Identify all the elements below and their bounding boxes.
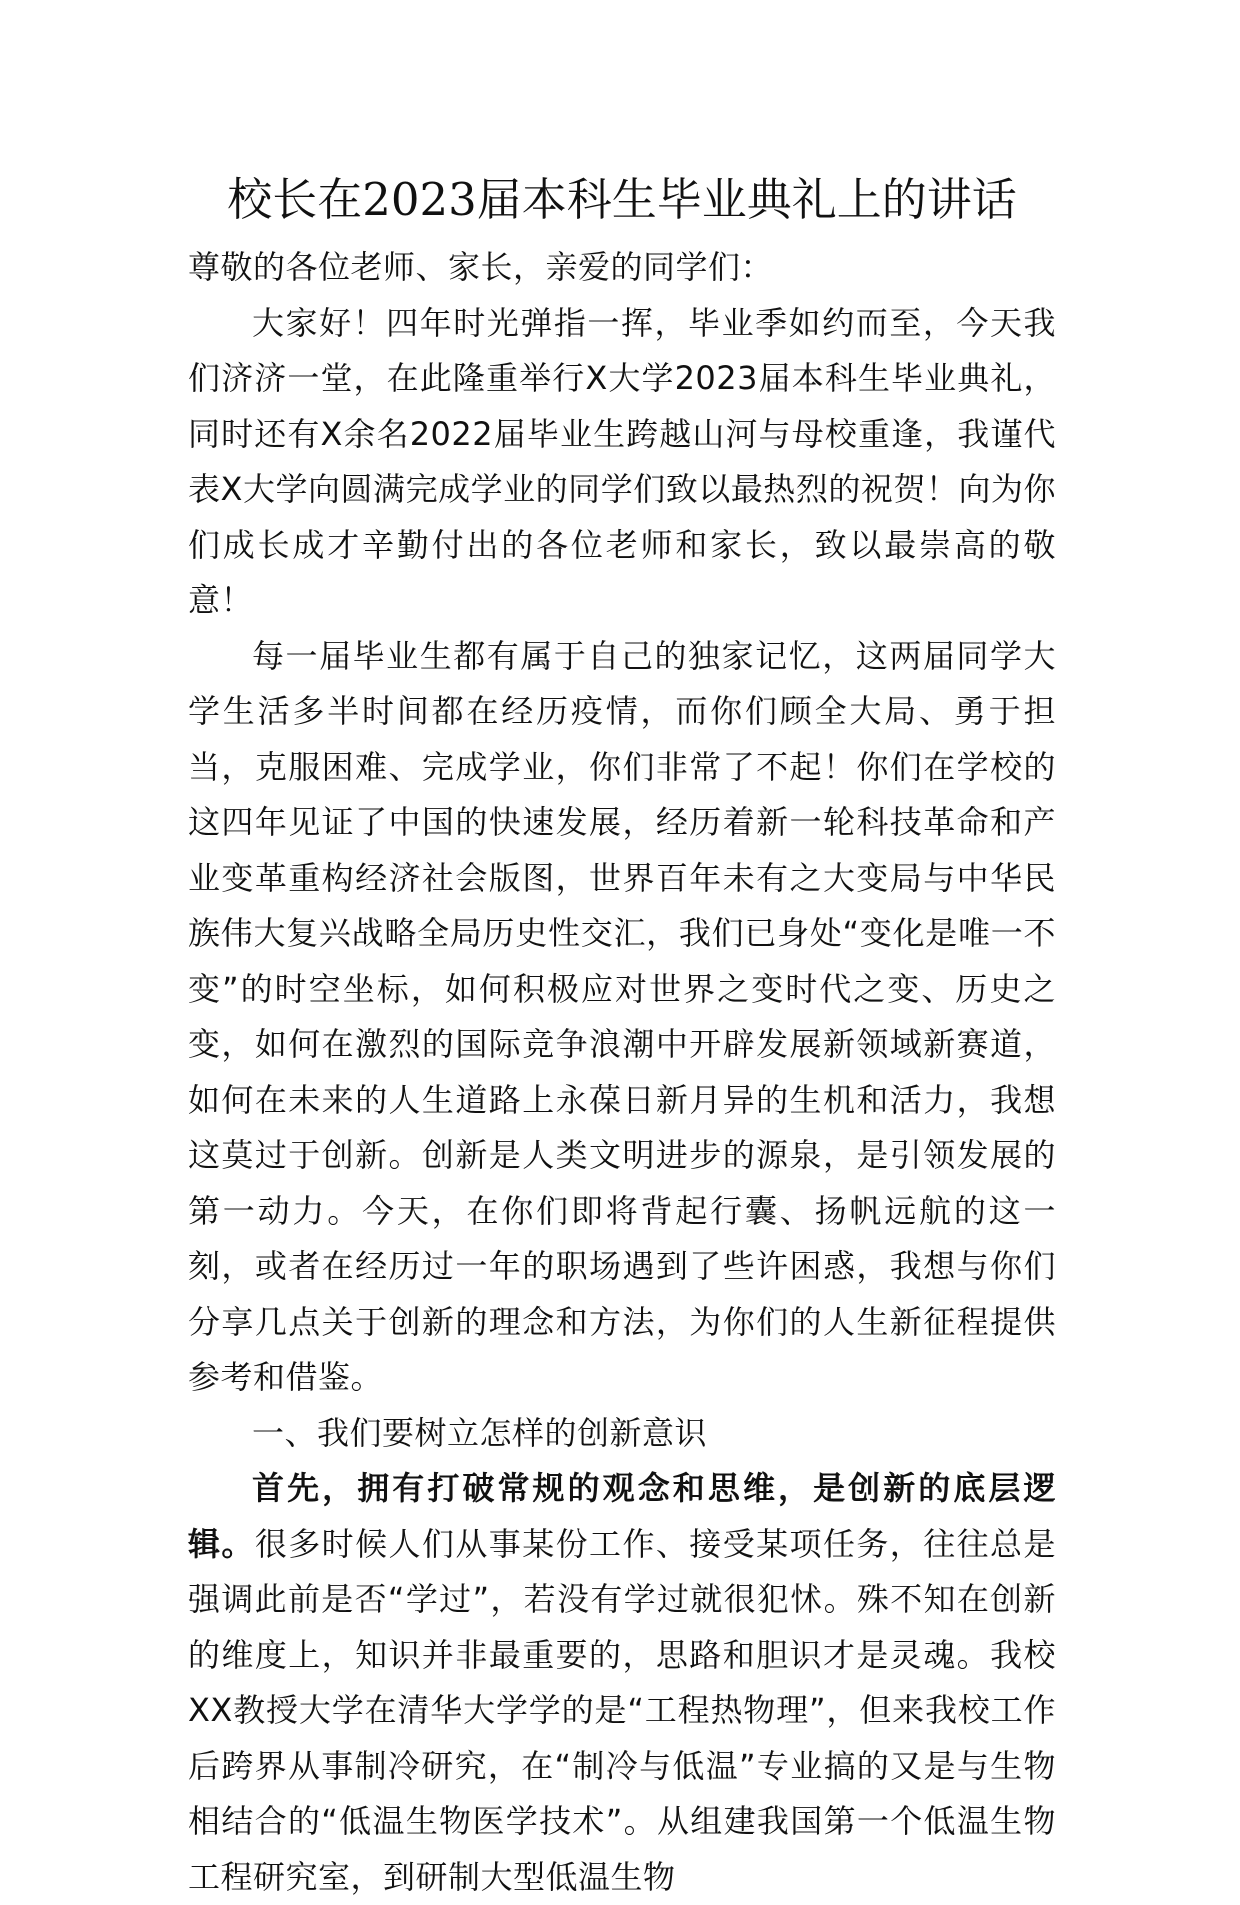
paragraph-greeting: 大家好！四年时光弹指一挥，毕业季如约而至，今天我们济济一堂，在此隆重举行X大学2023届本科生毕业典礼，同时还有X余名2022届毕业生跨越山河与母校重逢，我谨代表X大学向圆满完成学业的同学们致以最热烈的祝贺！向为你们成长成才辛勤付出的各位老师和家长，致以最崇高的敬意！	[188, 303, 1056, 619]
paragraph-lead-bold: 首先，拥有打破常规的观念和思维，是创新的底层逻辑。	[188, 1469, 1056, 1563]
paragraph-innovation-context: 每一届毕业生都有属于自己的独家记忆，这两届同学大学生活多半时间都在经历疫情，而你们顾全大局、勇于担当，克服困难、完成学业，你们非常了不起！你们在学校的这四年见证了中国的快速发展，经历着新一轮科技革命和产业变革重构经济社会版图，世界百年未有之大变局与中华民族伟大复兴战略全局历史性交汇，我们已身处“变化是唯一不变”的时空坐标，如何积极应对世界之变时代之变、历史之变，如何在激烈的国际竞争浪潮中开辟发展新领域新赛道，如何在未来的人生道路上永葆日新月异的生机和活力，我想这莫过于创新。创新是人类文明进步的源泉，是引领发展的第一动力。今天，在你们即将背起行囊、扬帆远航的这一刻，或者在经历过一年的职场遇到了些许困惑，我想与你们分享几点关于创新的理念和方法，为你们的人生新征程提供参考和借鉴。	[188, 636, 1056, 1396]
paragraph-first-point-body: 很多时候人们从事某份工作、接受某项任务，往往总是强调此前是否“学过”，若没有学过就很犯怵。殊不知在创新的维度上，知识并非最重要的，思路和胆识才是灵魂。我校XX教授大学在清华大学学的是“工程热物理”，但来我校工作后跨界从事制冷研究，在“制冷与低温”专业搞的又是与生物相结合的“低温生物医学技术”。从组建我国第一个低温生物工程研究室，到研制大型低温生物	[188, 1524, 1056, 1896]
document-title: 校长在2023届本科生毕业典礼上的讲话	[227, 173, 1017, 226]
paragraph-first-point	[188, 1461, 1056, 1905]
section-heading: 一、我们要树立怎样的创新意识	[252, 1413, 708, 1452]
salutation: 尊敬的各位老师、家长，亲爱的同学们：	[188, 248, 774, 286]
document-page	[188, 160, 1056, 1905]
